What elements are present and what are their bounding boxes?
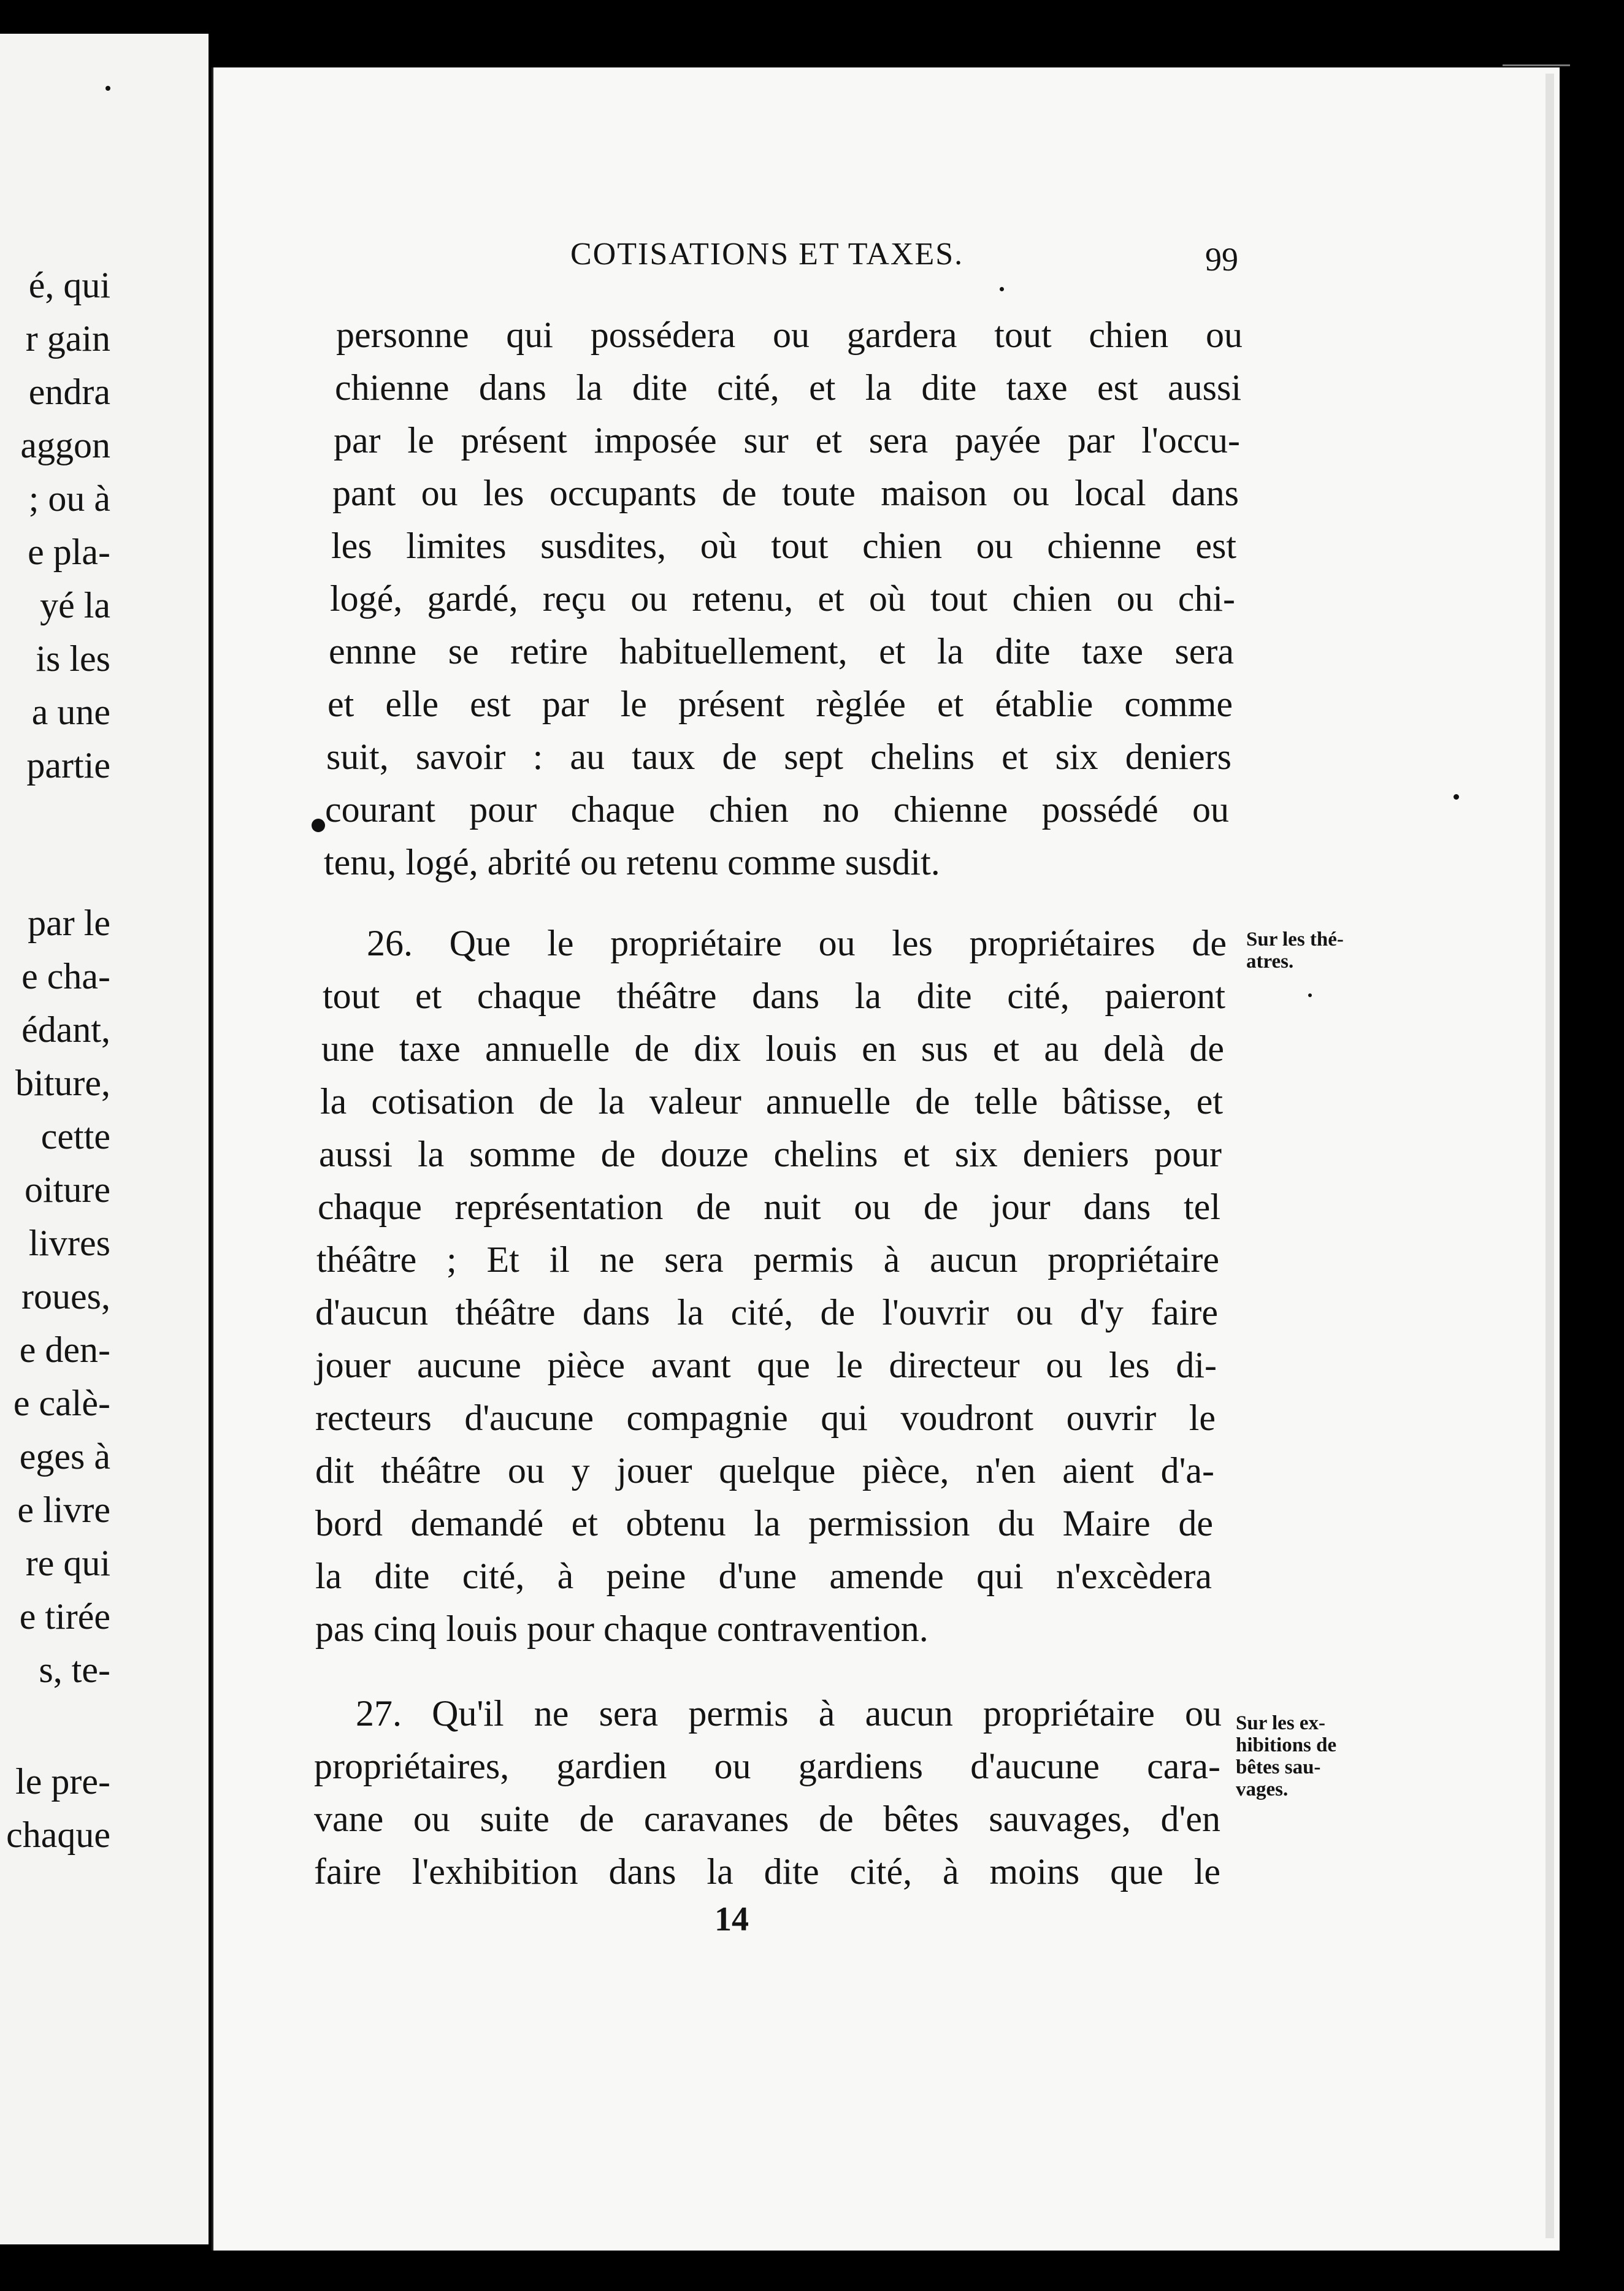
left-fragment: yé la — [40, 585, 110, 625]
text-line: personne qui possédera ou gardera tout chien ou — [336, 315, 1243, 355]
text-line: par le présent imposée sur et sera payée par l'occu- — [334, 420, 1240, 461]
text-line: jouer aucune pièce avant que le directeur ou les di- — [315, 1345, 1217, 1385]
margin-note-exhibitions-line: bêtes sau- — [1236, 1756, 1321, 1778]
text-line: pant ou les occupants de toute maison ou local dans — [332, 473, 1239, 513]
left-fragment: e livre — [17, 1490, 110, 1530]
text-line: courant pour chaque chien no chienne possédé ou — [325, 789, 1229, 830]
margin-note-exhibitions-line: Sur les ex- — [1236, 1712, 1326, 1734]
text-line: propriétaires, gardien ou gardiens d'aucune cara- — [314, 1746, 1220, 1786]
ink-speck — [1308, 993, 1312, 997]
page-edge-line — [1503, 64, 1570, 66]
page-number: 99 — [1205, 241, 1238, 278]
margin-note-theatres-line: Sur les thé- — [1246, 928, 1344, 950]
left-fragment: endra — [28, 372, 110, 412]
left-fragment: a une — [31, 692, 110, 732]
text-line: 27. Qu'il ne sera permis à aucun propriétaire ou — [356, 1693, 1222, 1734]
text-line: la dite cité, à peine d'une amende qui n'excèdera — [315, 1556, 1212, 1596]
margin-note-exhibitions-line: hibitions de — [1236, 1734, 1337, 1756]
ink-speck — [1000, 287, 1004, 291]
left-fragment: ; ou à — [28, 478, 110, 519]
left-fragment: édant, — [21, 1009, 110, 1050]
text-line: 26. Que le propriétaire ou les propriétaires de — [367, 923, 1227, 963]
left-fragment: aggon — [20, 425, 110, 465]
left-fragment: e pla- — [28, 532, 110, 572]
signature-mark: 14 — [714, 1900, 749, 1938]
text-line: les limites susdites, où tout chien ou chienne est — [331, 526, 1236, 566]
left-fragment: e calè- — [13, 1383, 110, 1423]
left-fragment: le pre- — [15, 1761, 110, 1802]
text-line: recteurs d'aucune compagnie qui voudront ouvrir le — [315, 1398, 1216, 1438]
text-line: et elle est par le présent règlée et établie comme — [327, 684, 1233, 724]
text-line: tout et chaque théâtre dans la dite cité, paieront — [323, 976, 1225, 1016]
margin-note-theatres-line: atres. — [1246, 950, 1294, 973]
text-line: vane ou suite de caravanes de bêtes sauvages, d'en — [314, 1799, 1220, 1839]
text-line: faire l'exhibition dans la dite cité, à moins que le — [314, 1851, 1220, 1892]
ink-speck — [1454, 794, 1459, 800]
text-line: théâtre ; Et il ne sera permis à aucun propriétaire — [316, 1239, 1219, 1280]
left-fragment: livres — [28, 1223, 110, 1263]
text-line: d'aucun théâtre dans la cité, de l'ouvrir ou d'y faire — [315, 1292, 1218, 1333]
left-fragment: eges à — [19, 1436, 110, 1477]
text-line: tenu, logé, abrité ou retenu comme susdit. — [324, 842, 940, 882]
text-line: chienne dans la dite cité, et la dite taxe est aussi — [335, 367, 1241, 408]
page-edge-shadow — [1545, 74, 1554, 2238]
left-fragment: biture, — [15, 1063, 110, 1103]
left-fragment: e cha- — [21, 956, 110, 996]
left-fragment: par le — [28, 903, 110, 943]
text-line: bord demandé et obtenu la permission du Maire de — [315, 1503, 1213, 1543]
margin-note-exhibitions-line: vages. — [1236, 1778, 1289, 1800]
left-page-edge — [0, 34, 209, 2244]
text-line: aussi la somme de douze chelins et six deniers pour — [319, 1134, 1222, 1174]
ink-speck — [105, 86, 110, 91]
left-fragment: oiture — [25, 1169, 110, 1210]
left-fragment: s, te- — [39, 1650, 110, 1690]
text-line: la cotisation de la valeur annuelle de telle bâtisse, et — [320, 1081, 1223, 1122]
left-fragment: r gain — [25, 318, 110, 359]
text-line: pas cinq louis pour chaque contravention. — [315, 1608, 929, 1649]
text-line: dit théâtre ou y jouer quelque pièce, n'en aient d'a- — [315, 1450, 1214, 1491]
text-line: chaque représentation de nuit ou de jour dans tel — [318, 1187, 1220, 1227]
left-fragment: chaque — [6, 1815, 110, 1855]
left-fragment: roues, — [21, 1276, 110, 1317]
left-fragment: e tirée — [19, 1596, 110, 1637]
left-fragment: re qui — [25, 1543, 110, 1583]
text-line: ennne se retire habituellement, et la dite taxe sera — [329, 631, 1234, 671]
text-line: suit, savoir : au taux de sept chelins et six deniers — [326, 736, 1231, 777]
running-header: COTISATIONS ET TAXES. — [570, 237, 964, 272]
left-fragment: e den- — [19, 1329, 110, 1370]
left-fragment: partie — [26, 745, 110, 786]
ink-speck — [312, 819, 325, 832]
left-fragment: é, qui — [28, 265, 110, 305]
left-fragment: is les — [36, 638, 110, 679]
text-line: logé, gardé, reçu ou retenu, et où tout chien ou chi- — [330, 578, 1235, 619]
text-line: une taxe annuelle de dix louis en sus et au delà de — [321, 1028, 1224, 1069]
left-fragment: cette — [40, 1116, 110, 1157]
